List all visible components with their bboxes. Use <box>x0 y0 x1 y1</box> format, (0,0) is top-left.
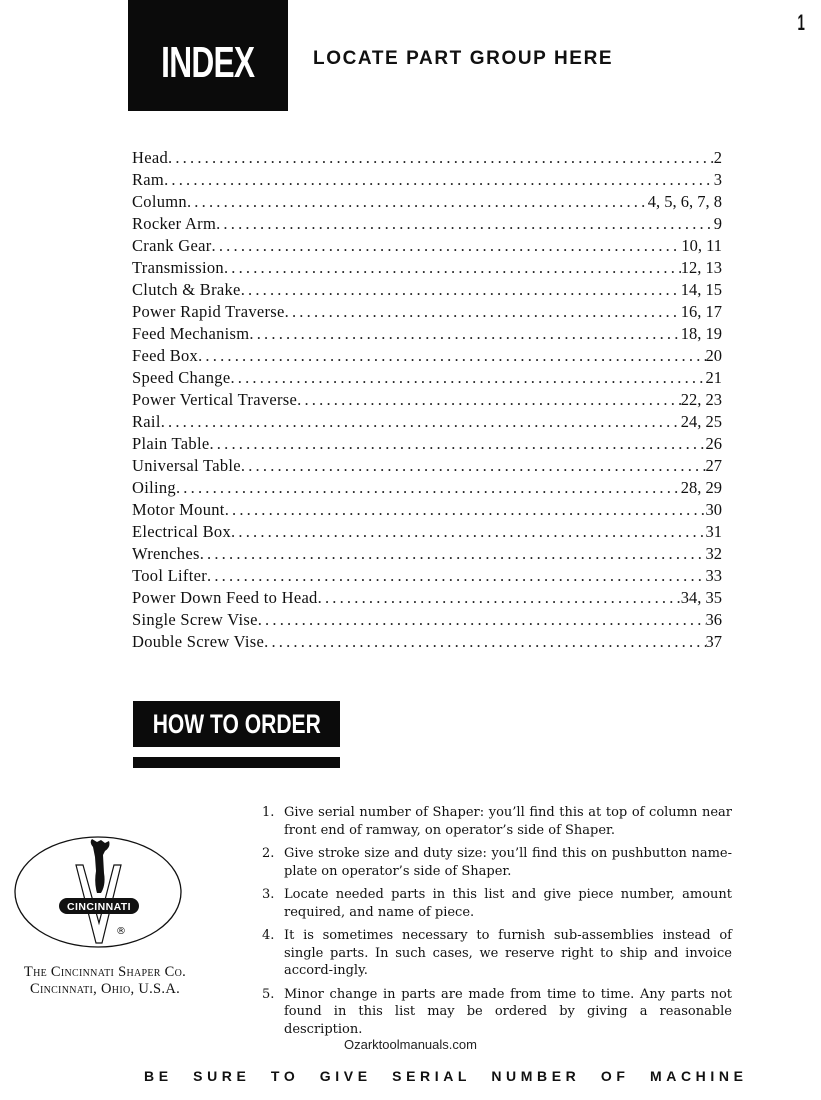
dot-leader <box>224 258 681 278</box>
index-entry-label: Crank Gear <box>132 236 212 255</box>
index-entry-label: Rail <box>132 412 161 431</box>
instruction-step-number: 1. <box>262 805 275 820</box>
index-entry-label: Plain Table <box>132 434 210 453</box>
dot-leader <box>297 390 681 410</box>
page-subtitle: LOCATE PART GROUP HERE <box>313 48 614 69</box>
index-entry[interactable] <box>132 522 722 544</box>
index-entry-pages: 27 <box>705 456 722 475</box>
index-entry-label: Feed Mechanism <box>132 324 250 343</box>
dot-leader <box>318 588 681 608</box>
dot-leader <box>200 544 706 564</box>
index-entry-pages: 4, 5, 6, 7, 8 <box>647 192 722 211</box>
index-entry-label: Transmission <box>132 258 224 277</box>
index-entry-pages: 30 <box>705 500 722 519</box>
index-entry[interactable] <box>132 412 722 434</box>
index-title: INDEX <box>161 37 255 87</box>
dot-leader <box>241 280 681 300</box>
company-name: The Cincinnati Shaper Co. <box>23 964 187 980</box>
dot-leader <box>285 302 681 322</box>
index-entry-label: Ram <box>132 170 165 189</box>
company-address: Cincinnati, Ohio, U.S.A. <box>29 981 181 997</box>
index-entry-label: Oiling <box>132 478 176 497</box>
index-title-block <box>128 0 288 111</box>
index-entry-pages: 26 <box>705 434 722 453</box>
dot-leader <box>264 632 705 652</box>
index-entry[interactable] <box>132 302 722 324</box>
index-entry[interactable] <box>132 478 722 500</box>
index-entry-label: Universal Table <box>132 456 241 475</box>
index-entry-pages: 16, 17 <box>680 302 722 321</box>
instruction-step-number: 5. <box>262 986 275 1002</box>
instruction-step-number: 3. <box>262 887 275 902</box>
index-entry-label: Feed Box <box>132 346 199 365</box>
index-entry[interactable] <box>132 544 722 566</box>
dot-leader <box>209 434 705 454</box>
dot-leader <box>176 478 681 498</box>
index-entry[interactable] <box>132 456 722 478</box>
how-to-order-rule <box>133 757 340 768</box>
index-entry[interactable] <box>132 214 722 236</box>
index-entry-label: Electrical Box <box>132 522 232 541</box>
index-entry-pages: 36 <box>705 610 722 629</box>
index-entry-pages: 3 <box>713 170 722 189</box>
logo-figure <box>91 839 110 893</box>
instruction-step-text: Locate needed parts in this list and give piece number, amount required, and name of piece. <box>284 887 732 920</box>
index-entry[interactable] <box>132 148 722 170</box>
how-to-order-title: HOW TO ORDER <box>152 708 321 739</box>
index-entry[interactable] <box>132 346 722 368</box>
index-entry-pages: 33 <box>705 566 722 585</box>
logo-registered-mark: ® <box>116 926 126 937</box>
instruction-step-text: Minor change in parts are made from time to time. Any parts not found in this list may be ordered by giving a reasonable description. <box>284 986 732 1037</box>
index-entry-pages: 2 <box>713 148 722 167</box>
instruction-step-text: Give serial number of Shaper: you’ll find this at top of column near front end of ramway, on operator’s side of Shaper. <box>284 805 732 838</box>
index-entry[interactable] <box>132 566 722 588</box>
instruction-step-number: 4. <box>262 928 275 943</box>
index-entry-pages: 28, 29 <box>680 478 722 497</box>
index-entry-pages: 20 <box>705 346 722 365</box>
dot-leader <box>258 610 706 630</box>
index-entry-pages: 22, 23 <box>680 390 722 409</box>
index-entry-label: Speed Change <box>132 368 231 387</box>
index-entry-pages: 14, 15 <box>680 280 722 299</box>
index-entry-pages: 21 <box>705 368 722 387</box>
instruction-step <box>262 845 732 880</box>
page-number: 1 <box>797 10 805 35</box>
dot-leader <box>161 412 681 432</box>
index-entry-label: Single Screw Vise <box>132 610 258 629</box>
index-entry-label: Rocker Arm <box>132 214 217 233</box>
index-entry[interactable] <box>132 610 722 632</box>
dot-leader <box>164 170 714 190</box>
dot-leader <box>241 456 706 476</box>
index-entry-pages: 31 <box>705 522 722 541</box>
index-entry-label: Power Rapid Traverse <box>132 302 285 321</box>
index-entry-label: Wrenches <box>132 544 200 563</box>
instruction-step-text: It is sometimes necessary to furnish sub-assemblies instead of single parts. In such cases, we reserve right to ship and invoice accord-ingly. <box>284 928 732 978</box>
index-entry-pages: 34, 35 <box>680 588 722 607</box>
index-entry[interactable] <box>132 434 722 456</box>
index-entry[interactable] <box>132 192 722 214</box>
index-entry[interactable] <box>132 258 722 280</box>
dot-leader <box>207 566 706 586</box>
index-entry-label: Power Down Feed to Head <box>132 588 318 607</box>
index-entry-pages: 37 <box>705 632 722 651</box>
dot-leader <box>225 500 706 520</box>
dot-leader <box>231 522 705 542</box>
dot-leader <box>212 236 682 256</box>
dot-leader <box>216 214 714 234</box>
index-entry[interactable] <box>132 500 722 522</box>
index-entry[interactable] <box>132 280 722 302</box>
order-instructions <box>262 804 732 1044</box>
index-entry-pages: 9 <box>713 214 722 233</box>
index-entry-label: Tool Lifter <box>132 566 207 585</box>
index-entry-label: Power Vertical Traverse <box>132 390 298 409</box>
index-entry[interactable] <box>132 390 722 412</box>
instruction-step <box>262 986 732 1039</box>
index-entry[interactable] <box>132 324 722 346</box>
index-list <box>132 148 722 654</box>
index-entry-pages: 24, 25 <box>680 412 722 431</box>
dot-leader <box>187 192 648 212</box>
dot-leader <box>249 324 680 344</box>
index-entry-label: Double Screw Vise <box>132 632 265 651</box>
instruction-step <box>262 804 732 839</box>
index-entry-pages: 32 <box>705 544 722 563</box>
index-entry[interactable] <box>132 236 722 258</box>
how-to-order-title-block <box>133 701 340 747</box>
dot-leader <box>230 368 705 388</box>
index-entry-label: Head <box>132 148 169 167</box>
cincinnati-logo <box>13 835 183 950</box>
index-entry[interactable] <box>132 632 722 654</box>
index-entry-pages: 10, 11 <box>681 236 722 255</box>
dot-leader <box>198 346 705 366</box>
index-entry-pages: 12, 13 <box>680 258 722 277</box>
instruction-step <box>262 886 732 921</box>
index-entry-label: Clutch & Brake <box>132 280 241 299</box>
company-info <box>0 964 210 998</box>
index-entry-pages: 18, 19 <box>680 324 722 343</box>
instruction-step <box>262 927 732 980</box>
dot-leader <box>168 148 714 168</box>
index-entry[interactable] <box>132 588 722 610</box>
logo-wordmark: CINCINNATI <box>67 901 131 913</box>
website-watermark[interactable]: Ozarktoolmanuals.com <box>344 1037 477 1052</box>
instruction-step-text: Give stroke size and duty size: you’ll find this on pushbutton name-plate on operator’s side of Shaper. <box>284 846 732 879</box>
index-entry-label: Motor Mount <box>132 500 225 519</box>
index-entry[interactable] <box>132 170 722 192</box>
instruction-step-number: 2. <box>262 846 275 861</box>
index-entry-label: Column <box>132 192 187 211</box>
footer-notice: BE SURE TO GIVE SERIAL NUMBER OF MACHINE <box>144 1068 748 1084</box>
index-entry[interactable] <box>132 368 722 390</box>
